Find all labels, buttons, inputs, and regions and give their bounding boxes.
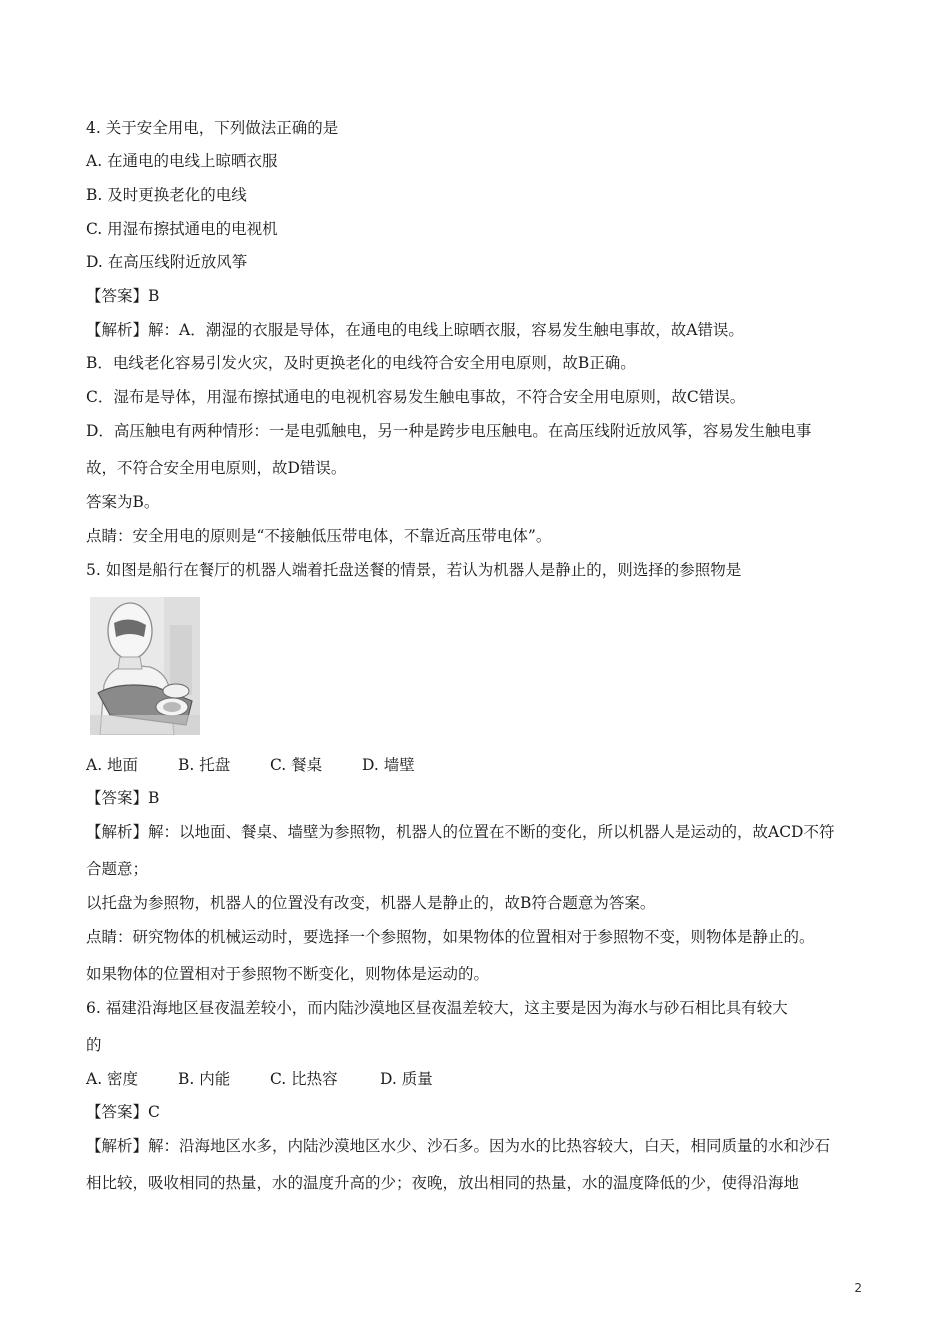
- q5-analysis-line: 【解析】解：以地面、餐桌、墙壁为参照物，机器人的位置在不断的变化，所以机器人是运动的，故ACD不符: [86, 823, 835, 841]
- q5-option-a: A. 地面: [86, 756, 139, 774]
- q6-answer: 【答案】C: [86, 1103, 160, 1121]
- q4-option-c: C. 用湿布擦拭通电的电视机: [86, 220, 278, 238]
- q4-analysis-line: 故，不符合安全用电原则，故D错误。: [86, 459, 347, 477]
- q5-analysis-line: 合题意；: [86, 860, 149, 878]
- q5-analysis-line: 以托盘为参照物，机器人的位置没有改变，机器人是静止的，故B符合题意为答案。: [86, 894, 656, 912]
- page-number: 2: [854, 1281, 862, 1295]
- q4-analysis-line: 答案为B。: [86, 493, 160, 511]
- q4-answer: 【答案】B: [86, 287, 160, 305]
- q5-option-c: C. 餐桌: [270, 756, 323, 774]
- q5-stem: 5. 如图是船行在餐厅的机器人端着托盘送餐的情景，若认为机器人是静止的，则选择的参照物是: [86, 561, 742, 579]
- q5-tip-line: 如果物体的位置相对于参照物不断变化，则物体是运动的。: [86, 965, 490, 983]
- q5-options: [86, 755, 415, 775]
- q6-option-b: B. 内能: [178, 1070, 231, 1088]
- q4-option-b: B. 及时更换老化的电线: [86, 186, 247, 204]
- q6-option-c: C. 比热容: [270, 1070, 338, 1088]
- q5-option-d: D. 墙壁: [362, 756, 415, 774]
- q4-option-d: D. 在高压线附近放风筝: [86, 253, 248, 271]
- q5-option-b: B. 托盘: [178, 756, 231, 774]
- q6-analysis-line: 【解析】解：沿海地区水多，内陆沙漠地区水少、沙石多。因为水的比热容较大，白天，相同质量的水和沙石: [86, 1137, 831, 1155]
- q5-answer: 【答案】B: [86, 789, 160, 807]
- q4-option-a: A. 在通电的电线上晾晒衣服: [86, 152, 278, 170]
- q6-options: [86, 1069, 433, 1089]
- q6-analysis-line: 相比较，吸收相同的热量，水的温度升高的少；夜晚，放出相同的热量，水的温度降低的少，使得沿海地: [86, 1174, 800, 1192]
- q6-stem-line: 6. 福建沿海地区昼夜温差较小，而内陆沙漠地区昼夜温差较大，这主要是因为海水与砂石相比具有较大: [86, 999, 788, 1017]
- q4-analysis-line: B．电线老化容易引发火灾，及时更换老化的电线符合安全用电原则，故B正确。: [86, 354, 636, 372]
- q4-analysis-line: 【解析】解：A．潮湿的衣服是导体，在通电的电线上晾晒衣服，容易发生触电事故，故A错误。: [86, 321, 744, 339]
- q4-analysis-line: C．湿布是导体，用湿布擦拭通电的电视机容易发生触电事故，不符合安全用电原则，故C错误。: [86, 388, 746, 406]
- q6-option-d: D. 质量: [380, 1070, 433, 1088]
- q4-tip: 点睛：安全用电的原则是“不接触低压带电体，不靠近高压带电体”。: [86, 527, 552, 545]
- q4-stem: 4. 关于安全用电，下列做法正确的是: [86, 119, 339, 137]
- q6-stem-line: 的: [86, 1036, 102, 1054]
- q4-analysis-line: D．高压触电有两种情形：一是电弧触电，另一种是跨步电压触电。在高压线附近放风筝，容易发生触电事: [86, 422, 812, 440]
- q6-option-a: A. 密度: [86, 1070, 139, 1088]
- q5-tip-line: 点睛：研究物体的机械运动时，要选择一个参照物，如果物体的位置相对于参照物不变，则物体是静止的。: [86, 928, 815, 946]
- robot-waiter-image: [90, 597, 200, 735]
